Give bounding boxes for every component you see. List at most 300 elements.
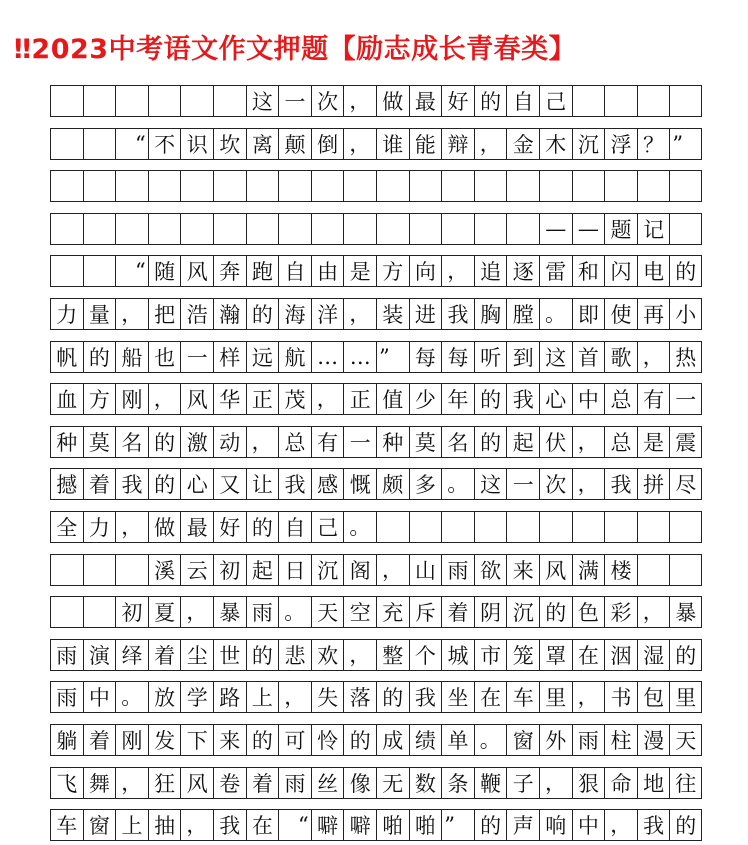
grid-cell-char: 首 [572, 342, 605, 372]
grid-cell-char: 响 [539, 810, 572, 840]
grid-cell-char: 悲 [278, 640, 311, 670]
grid-cell-char: 这 [539, 342, 572, 372]
grid-cell-char: 洋 [311, 299, 344, 329]
grid-cell-char: 值 [376, 384, 409, 414]
grid-cell-char: … [311, 342, 344, 372]
grid-cell-char: 噼 [343, 810, 376, 840]
grid-cell-char: 再 [637, 299, 670, 329]
grid-cell-char: 。 [278, 597, 311, 627]
grid-cell-char: 像 [343, 768, 376, 798]
grid-cell-char: 我 [441, 299, 474, 329]
grid-cell-empty [246, 171, 279, 201]
grid-cell-empty [343, 171, 376, 201]
grid-cell-char: 雨 [441, 555, 474, 585]
grid-cell-char: 自 [278, 512, 311, 542]
grid-cell-char: 每 [409, 342, 442, 372]
grid-cell-char: 感 [311, 469, 344, 499]
grid-cell-empty [409, 171, 442, 201]
grid-cell-char: 己 [311, 512, 344, 542]
grid-row [50, 639, 702, 671]
grid-cell-char: 初 [115, 597, 148, 627]
grid-cell-empty [213, 214, 246, 244]
grid-cell-char: ” [376, 342, 409, 372]
grid-cell-char: 无 [376, 768, 409, 798]
grid-cell-char: 少 [409, 384, 442, 414]
grid-cell-char: 可 [278, 725, 311, 755]
grid-cell-char: 沉 [572, 129, 605, 159]
grid-cell-char: 。 [539, 299, 572, 329]
grid-cell-char: 热 [669, 342, 702, 372]
grid-row [50, 341, 702, 373]
grid-cell-char: ， [343, 299, 376, 329]
grid-cell-char: 着 [441, 597, 474, 627]
grid-cell-char: ， [539, 768, 572, 798]
grid-cell-char: 力 [83, 512, 116, 542]
grid-cell-empty [343, 214, 376, 244]
grid-cell-char: 即 [572, 299, 605, 329]
grid-cell-char: 名 [115, 427, 148, 457]
grid-cell-char: 刚 [115, 384, 148, 414]
grid-cell-empty [669, 555, 702, 585]
grid-cell-char: 柱 [604, 725, 637, 755]
grid-cell-char: 自 [278, 256, 311, 286]
grid-cell-empty [115, 171, 148, 201]
grid-cell-char: 总 [604, 384, 637, 414]
grid-cell-char: 包 [637, 682, 670, 712]
grid-cell-empty [180, 86, 213, 116]
grid-cell-char: 浩 [180, 299, 213, 329]
grid-cell-char: 的 [474, 86, 507, 116]
grid-cell-char: 刚 [115, 725, 148, 755]
grid-cell-char: 在 [474, 682, 507, 712]
grid-cell-empty [83, 171, 116, 201]
grid-cell-char: — [539, 214, 572, 244]
grid-cell-char: ， [474, 129, 507, 159]
grid-cell-empty [115, 86, 148, 116]
grid-cell-empty [148, 214, 181, 244]
grid-cell-char: 次 [539, 469, 572, 499]
grid-cell-char: 夏 [148, 597, 181, 627]
grid-cell-char: 莫 [83, 427, 116, 457]
grid-cell-char: ， [572, 682, 605, 712]
grid-cell-empty [474, 171, 507, 201]
grid-cell-char: 闪 [604, 256, 637, 286]
grid-cell-char: 航 [278, 342, 311, 372]
grid-cell-empty [148, 171, 181, 201]
grid-cell-empty [50, 214, 83, 244]
grid-row [50, 596, 702, 628]
grid-cell-char: 动 [213, 427, 246, 457]
grid-cell-char: 丝 [311, 768, 344, 798]
grid-cell-char: 不 [148, 129, 181, 159]
grid-cell-empty [669, 86, 702, 116]
grid-cell-char: 最 [409, 86, 442, 116]
grid-cell-char: 年 [441, 384, 474, 414]
grid-row [50, 213, 702, 245]
grid-cell-char: “ [115, 256, 148, 286]
grid-cell-char: 风 [180, 768, 213, 798]
grid-cell-char: 这 [246, 86, 279, 116]
grid-cell-char: 罩 [539, 640, 572, 670]
grid-cell-char: ， [376, 555, 409, 585]
grid-cell-char: 尽 [669, 469, 702, 499]
grid-cell-char: 我 [278, 469, 311, 499]
grid-cell-char: 我 [213, 810, 246, 840]
grid-cell-empty [539, 171, 572, 201]
grid-cell-char: ， [180, 597, 213, 627]
grid-cell-empty [83, 86, 116, 116]
grid-cell-empty [376, 171, 409, 201]
grid-cell-char: 满 [572, 555, 605, 585]
grid-cell-char: 拼 [637, 469, 670, 499]
grid-row [50, 468, 702, 500]
grid-cell-char: 茂 [278, 384, 311, 414]
grid-cell-char: 失 [311, 682, 344, 712]
grid-cell-empty [409, 512, 442, 542]
grid-cell-char: 漫 [637, 725, 670, 755]
grid-cell-empty [604, 86, 637, 116]
grid-cell-char: 雨 [50, 682, 83, 712]
grid-cell-char: 由 [311, 256, 344, 286]
grid-cell-empty [50, 171, 83, 201]
grid-cell-char: 正 [246, 384, 279, 414]
grid-cell-char: 种 [50, 427, 83, 457]
grid-row [50, 767, 702, 799]
grid-cell-char: 帆 [50, 342, 83, 372]
grid-cell-char: 的 [246, 640, 279, 670]
grid-cell-char: 地 [637, 768, 670, 798]
grid-cell-char: 。 [115, 682, 148, 712]
grid-cell-char: 识 [180, 129, 213, 159]
grid-cell-char: 瀚 [213, 299, 246, 329]
grid-cell-char: 上 [246, 682, 279, 712]
grid-cell-char: — [572, 214, 605, 244]
grid-cell-char: 车 [506, 682, 539, 712]
grid-cell-char: 风 [180, 384, 213, 414]
grid-cell-char: ， [278, 682, 311, 712]
grid-cell-char: 窗 [506, 725, 539, 755]
grid-cell-char: ， [311, 384, 344, 414]
grid-cell-char: ， [115, 512, 148, 542]
grid-cell-char: 学 [180, 682, 213, 712]
grid-cell-char: 伏 [539, 427, 572, 457]
grid-cell-char: 怜 [311, 725, 344, 755]
grid-cell-char: 个 [409, 640, 442, 670]
grid-cell-empty [539, 512, 572, 542]
grid-cell-char: 来 [213, 725, 246, 755]
grid-cell-empty [50, 597, 83, 627]
grid-cell-char: “ [278, 810, 311, 840]
grid-cell-char: 一 [669, 384, 702, 414]
grid-cell-char: 的 [376, 682, 409, 712]
grid-cell-empty [83, 256, 116, 286]
grid-cell-char: 的 [539, 597, 572, 627]
grid-cell-char: 能 [409, 129, 442, 159]
grid-cell-char: 湿 [637, 640, 670, 670]
grid-cell-char: 把 [148, 299, 181, 329]
grid-cell-char: 一 [180, 342, 213, 372]
grid-cell-char: 的 [474, 810, 507, 840]
grid-cell-empty [572, 512, 605, 542]
grid-cell-char: 种 [376, 427, 409, 457]
grid-cell-char: ？ [637, 129, 670, 159]
grid-cell-empty [115, 214, 148, 244]
grid-cell-empty [669, 171, 702, 201]
grid-cell-char: “ [115, 129, 148, 159]
grid-cell-char: 记 [637, 214, 670, 244]
grid-cell-char: 沉 [506, 597, 539, 627]
grid-cell-empty [441, 214, 474, 244]
grid-cell-empty [50, 86, 83, 116]
grid-cell-char: ， [637, 597, 670, 627]
grid-cell-char: 这 [474, 469, 507, 499]
grid-cell-char: 次 [311, 86, 344, 116]
grid-cell-char: 鞭 [474, 768, 507, 798]
grid-cell-char: 正 [343, 384, 376, 414]
grid-cell-char: 色 [572, 597, 605, 627]
grid-row [50, 426, 702, 458]
grid-cell-char: 躺 [50, 725, 83, 755]
grid-cell-char: 船 [115, 342, 148, 372]
grid-cell-empty [83, 597, 116, 627]
grid-cell-char: 往 [669, 768, 702, 798]
grid-cell-char: 天 [311, 597, 344, 627]
grid-row [50, 724, 702, 756]
grid-cell-char: 里 [669, 682, 702, 712]
grid-cell-empty [506, 512, 539, 542]
grid-cell-char: 啪 [409, 810, 442, 840]
manuscript-grid-paper [50, 85, 702, 845]
grid-cell-char: 坎 [213, 129, 246, 159]
grid-cell-char: ， [441, 256, 474, 286]
grid-cell-char: 城 [441, 640, 474, 670]
grid-cell-empty [376, 512, 409, 542]
grid-cell-char: ， [180, 810, 213, 840]
grid-cell-char: 起 [246, 555, 279, 585]
grid-cell-char: 做 [148, 512, 181, 542]
grid-cell-char: 阁 [343, 555, 376, 585]
grid-row [50, 681, 702, 713]
grid-cell-char: 楼 [604, 555, 637, 585]
grid-cell-char: 远 [246, 342, 279, 372]
grid-cell-char: ， [343, 86, 376, 116]
grid-cell-char: 狠 [572, 768, 605, 798]
grid-cell-char: 一 [343, 427, 376, 457]
grid-cell-char: 初 [213, 555, 246, 585]
grid-cell-char: 多 [409, 469, 442, 499]
grid-cell-char: 着 [83, 725, 116, 755]
grid-cell-char: 的 [246, 299, 279, 329]
grid-cell-char: 落 [343, 682, 376, 712]
grid-cell-char: 辩 [441, 129, 474, 159]
grid-cell-char: 沉 [311, 555, 344, 585]
grid-cell-char: 撼 [50, 469, 83, 499]
grid-cell-char: 下 [180, 725, 213, 755]
grid-cell-char: 谁 [376, 129, 409, 159]
grid-cell-char: 山 [409, 555, 442, 585]
grid-cell-char: 整 [376, 640, 409, 670]
grid-cell-empty [83, 129, 116, 159]
grid-cell-char: 着 [148, 640, 181, 670]
grid-cell-char: 量 [83, 299, 116, 329]
grid-cell-char: 放 [148, 682, 181, 712]
grid-cell-char: 心 [539, 384, 572, 414]
grid-cell-char: 进 [409, 299, 442, 329]
grid-cell-empty [376, 214, 409, 244]
grid-cell-char: 总 [278, 427, 311, 457]
grid-cell-char: ” [441, 810, 474, 840]
grid-cell-char: 雨 [246, 597, 279, 627]
grid-cell-empty [604, 512, 637, 542]
grid-cell-char: 。 [474, 725, 507, 755]
grid-cell-char: 演 [83, 640, 116, 670]
grid-cell-char: 上 [115, 810, 148, 840]
grid-cell-empty [115, 555, 148, 585]
grid-cell-char: 绎 [115, 640, 148, 670]
grid-cell-char: 一 [278, 86, 311, 116]
grid-cell-char: 震 [669, 427, 702, 457]
grid-cell-char: 追 [474, 256, 507, 286]
grid-cell-char: 方 [83, 384, 116, 414]
grid-cell-char: 向 [409, 256, 442, 286]
grid-cell-char: ， [343, 129, 376, 159]
grid-cell-char: 做 [376, 86, 409, 116]
grid-cell-empty [148, 86, 181, 116]
grid-cell-empty [572, 86, 605, 116]
grid-cell-char: 狂 [148, 768, 181, 798]
grid-cell-char: 的 [246, 725, 279, 755]
grid-cell-empty [506, 171, 539, 201]
grid-cell-char: 外 [539, 725, 572, 755]
grid-cell-char: 全 [50, 512, 83, 542]
grid-cell-char: 尘 [180, 640, 213, 670]
grid-cell-char: ， [115, 299, 148, 329]
grid-cell-char: 里 [539, 682, 572, 712]
grid-cell-char: 舞 [83, 768, 116, 798]
grid-cell-char: 市 [474, 640, 507, 670]
grid-cell-char: 题 [604, 214, 637, 244]
page-title: ‼2023中考语文作文押题【励志成长青春类】 [14, 34, 577, 65]
grid-cell-char: 的 [246, 512, 279, 542]
grid-row [50, 170, 702, 202]
grid-cell-char: 着 [83, 469, 116, 499]
grid-cell-char: 心 [180, 469, 213, 499]
grid-cell-char: 云 [180, 555, 213, 585]
grid-cell-empty [311, 171, 344, 201]
grid-cell-char: 风 [180, 256, 213, 286]
grid-cell-empty [637, 171, 670, 201]
grid-cell-char: 阴 [474, 597, 507, 627]
grid-cell-char: 数 [409, 768, 442, 798]
grid-cell-char: 子 [506, 768, 539, 798]
grid-cell-char: 溪 [148, 555, 181, 585]
grid-cell-char: 窗 [83, 810, 116, 840]
grid-cell-char: 和 [572, 256, 605, 286]
grid-cell-char: 到 [506, 342, 539, 372]
grid-cell-char: 欢 [311, 640, 344, 670]
grid-cell-char: 每 [441, 342, 474, 372]
grid-cell-char: 洇 [604, 640, 637, 670]
grid-cell-char: 条 [441, 768, 474, 798]
grid-cell-char: 莫 [409, 427, 442, 457]
grid-cell-char: 噼 [311, 810, 344, 840]
grid-cell-char: 好 [441, 86, 474, 116]
grid-cell-char: 随 [148, 256, 181, 286]
grid-cell-char: 命 [604, 768, 637, 798]
grid-cell-char: 成 [376, 725, 409, 755]
grid-cell-empty [637, 512, 670, 542]
grid-row [50, 809, 702, 841]
grid-cell-char: 华 [213, 384, 246, 414]
grid-cell-char: 中 [83, 682, 116, 712]
grid-cell-empty [441, 512, 474, 542]
grid-cell-char: ， [604, 810, 637, 840]
grid-cell-char: 路 [213, 682, 246, 712]
grid-cell-char: 风 [539, 555, 572, 585]
grid-cell-char: 雨 [278, 768, 311, 798]
grid-cell-char: 书 [604, 682, 637, 712]
grid-cell-char: 歌 [604, 342, 637, 372]
grid-cell-char: 卷 [213, 768, 246, 798]
grid-cell-char: 的 [343, 725, 376, 755]
grid-cell-char: 的 [669, 640, 702, 670]
grid-cell-char: 浮 [604, 129, 637, 159]
grid-cell-char: 又 [213, 469, 246, 499]
grid-cell-char: 的 [148, 469, 181, 499]
grid-cell-char: 在 [572, 640, 605, 670]
grid-cell-char: 飞 [50, 768, 83, 798]
grid-cell-char: 。 [343, 512, 376, 542]
grid-cell-char: 日 [278, 555, 311, 585]
grid-cell-char: 中 [572, 810, 605, 840]
grid-cell-empty [474, 214, 507, 244]
grid-cell-char: 世 [213, 640, 246, 670]
grid-cell-char: 充 [376, 597, 409, 627]
grid-cell-char: 是 [637, 427, 670, 457]
grid-cell-char: 发 [148, 725, 181, 755]
grid-cell-char: 离 [246, 129, 279, 159]
grid-cell-char: 的 [474, 427, 507, 457]
grid-cell-char: 单 [441, 725, 474, 755]
grid-row [50, 383, 702, 415]
grid-cell-char: ， [572, 469, 605, 499]
grid-cell-char: 颠 [278, 129, 311, 159]
grid-cell-char: 彩 [604, 597, 637, 627]
grid-cell-char: ， [637, 342, 670, 372]
grid-row [50, 128, 702, 160]
grid-cell-char: 我 [637, 810, 670, 840]
grid-row [50, 554, 702, 586]
grid-row [50, 298, 702, 330]
grid-cell-empty [246, 214, 279, 244]
grid-cell-char: 总 [604, 427, 637, 457]
grid-cell-empty [83, 214, 116, 244]
grid-cell-char: 欲 [474, 555, 507, 585]
grid-cell-empty [637, 555, 670, 585]
grid-cell-char: 车 [50, 810, 83, 840]
grid-cell-char: 小 [669, 299, 702, 329]
grid-cell-empty [637, 86, 670, 116]
grid-cell-empty [278, 171, 311, 201]
grid-cell-char: 海 [278, 299, 311, 329]
grid-cell-empty [572, 171, 605, 201]
grid-cell-char: 方 [376, 256, 409, 286]
grid-cell-char: 己 [539, 86, 572, 116]
grid-cell-char: 雨 [572, 725, 605, 755]
grid-cell-empty [669, 214, 702, 244]
grid-cell-char: 我 [115, 469, 148, 499]
grid-cell-char: 自 [506, 86, 539, 116]
